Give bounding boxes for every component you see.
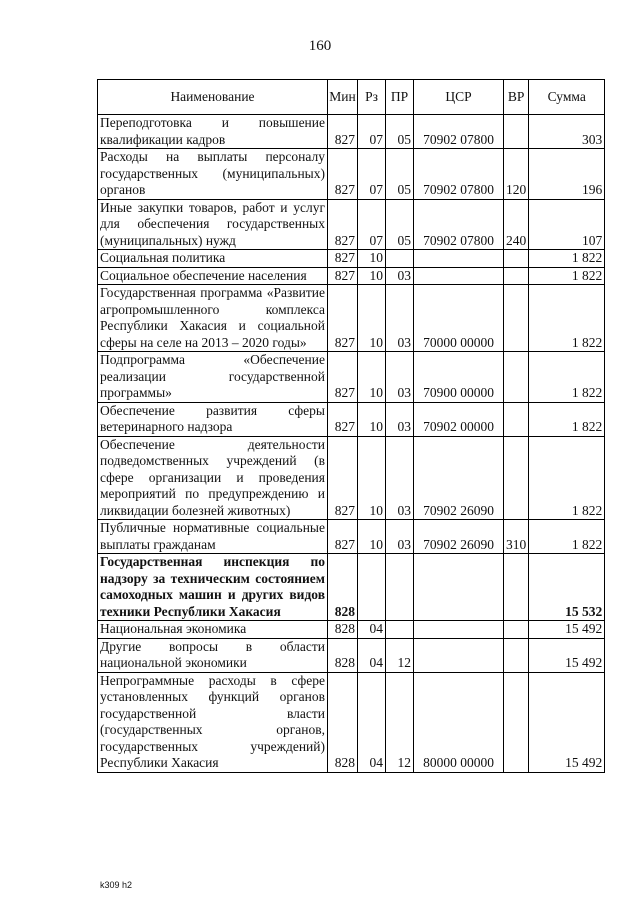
cell-pr: 05 (386, 199, 414, 250)
cell-sum: 1 822 (529, 267, 605, 285)
cell-pr: 03 (386, 267, 414, 285)
cell-rz: 04 (358, 638, 386, 672)
cell-pr: 05 (386, 115, 414, 149)
table-row (98, 621, 605, 639)
cell-sum: 1 822 (529, 520, 605, 554)
cell-sum: 1 822 (529, 285, 605, 352)
cell-vr: 310 (504, 520, 529, 554)
cell-min: 827 (328, 199, 358, 250)
cell-sum: 196 (529, 149, 605, 200)
table-row (98, 520, 605, 554)
header-sum: Сумма (529, 80, 605, 115)
table-row (98, 285, 605, 352)
cell-csr: 70000 00000 (414, 285, 504, 352)
cell-name: Подпрограмма «Обеспечение реализации государственной программы» (98, 352, 328, 403)
cell-vr (504, 115, 529, 149)
page-number: 160 (308, 38, 332, 54)
cell-name: Обеспечение деятельности подведомственных учреждений (в сфере организации и проведения мероприятий по предупреждению и ликвидации болезней животных) (98, 436, 328, 520)
cell-min: 827 (328, 267, 358, 285)
cell-sum: 1 822 (529, 402, 605, 436)
cell-csr (414, 621, 504, 639)
table-row (98, 250, 605, 268)
cell-rz: 10 (358, 250, 386, 268)
cell-pr (386, 621, 414, 639)
cell-min: 827 (328, 436, 358, 520)
cell-sum: 1 822 (529, 250, 605, 268)
cell-name: Национальная экономика (98, 621, 328, 639)
cell-csr (414, 638, 504, 672)
table-row (98, 554, 605, 621)
cell-vr (504, 285, 529, 352)
cell-name: Публичные нормативные социальные выплаты гражданам (98, 520, 328, 554)
cell-rz: 10 (358, 285, 386, 352)
cell-vr (504, 554, 529, 621)
budget-table (97, 79, 605, 773)
cell-min: 827 (328, 402, 358, 436)
cell-sum: 1 822 (529, 436, 605, 520)
cell-rz: 10 (358, 520, 386, 554)
cell-csr: 70902 26090 (414, 436, 504, 520)
cell-name: Иные закупки товаров, работ и услуг для обеспечения государственных (муниципальных) нужд (98, 199, 328, 250)
cell-name: Государственная инспекция по надзору за техническим состоянием самоходных машин и других видов техники Республики Хакасия (98, 554, 328, 621)
cell-vr: 240 (504, 199, 529, 250)
cell-vr (504, 621, 529, 639)
table-row (98, 672, 605, 772)
cell-pr: 03 (386, 436, 414, 520)
table-row (98, 352, 605, 403)
cell-min: 827 (328, 115, 358, 149)
cell-min: 828 (328, 554, 358, 621)
cell-pr: 12 (386, 638, 414, 672)
table-row (98, 149, 605, 200)
cell-rz: 04 (358, 672, 386, 772)
cell-rz: 10 (358, 436, 386, 520)
cell-vr (504, 402, 529, 436)
table-row (98, 402, 605, 436)
cell-sum: 15 492 (529, 672, 605, 772)
cell-vr (504, 352, 529, 403)
cell-name: Непрограммные расходы в сфере установленных функций органов государственной власти (государственных органов, государственных учреждений) Республики Хакасия (98, 672, 328, 772)
header-csr: ЦСР (414, 80, 504, 115)
table-row (98, 267, 605, 285)
cell-sum: 15 492 (529, 638, 605, 672)
cell-csr (414, 250, 504, 268)
cell-min: 827 (328, 149, 358, 200)
cell-vr (504, 672, 529, 772)
cell-pr (386, 250, 414, 268)
cell-rz: 10 (358, 267, 386, 285)
cell-pr: 05 (386, 149, 414, 200)
cell-rz: 07 (358, 199, 386, 250)
cell-csr (414, 267, 504, 285)
cell-name: Социальная политика (98, 250, 328, 268)
cell-sum: 1 822 (529, 352, 605, 403)
cell-csr: 70900 00000 (414, 352, 504, 403)
cell-name: Переподготовка и повышение квалификации кадров (98, 115, 328, 149)
table-row (98, 199, 605, 250)
cell-rz (358, 554, 386, 621)
table-row (98, 115, 605, 149)
cell-csr: 70902 07800 (414, 199, 504, 250)
cell-min: 828 (328, 638, 358, 672)
footer-code: k309 h2 (100, 880, 133, 890)
cell-pr: 03 (386, 402, 414, 436)
cell-sum: 15 492 (529, 621, 605, 639)
cell-csr: 70902 07800 (414, 115, 504, 149)
cell-name: Социальное обеспечение населения (98, 267, 328, 285)
table-row (98, 436, 605, 520)
cell-rz: 04 (358, 621, 386, 639)
cell-pr: 03 (386, 520, 414, 554)
cell-csr: 80000 00000 (414, 672, 504, 772)
header-rz: Рз (358, 80, 386, 115)
header-name: Наименование (98, 80, 328, 115)
header-min: Мин (328, 80, 358, 115)
cell-pr: 03 (386, 352, 414, 403)
cell-vr: 120 (504, 149, 529, 200)
cell-sum: 303 (529, 115, 605, 149)
cell-rz: 07 (358, 115, 386, 149)
cell-csr (414, 554, 504, 621)
header-vr: ВР (504, 80, 529, 115)
cell-min: 827 (328, 520, 358, 554)
cell-name: Государственная программа «Развитие агропромышленного комплекса Республики Хакасия и социальной сферы на селе на 2013 – 2020 годы» (98, 285, 328, 352)
cell-pr: 03 (386, 285, 414, 352)
cell-csr: 70902 00000 (414, 402, 504, 436)
cell-csr: 70902 26090 (414, 520, 504, 554)
cell-rz: 10 (358, 352, 386, 403)
cell-csr: 70902 07800 (414, 149, 504, 200)
cell-vr (504, 267, 529, 285)
cell-name: Другие вопросы в области национальной экономики (98, 638, 328, 672)
table-row (98, 638, 605, 672)
cell-min: 828 (328, 621, 358, 639)
table-header-row (98, 80, 605, 115)
cell-sum: 15 532 (529, 554, 605, 621)
cell-vr (504, 436, 529, 520)
cell-min: 828 (328, 672, 358, 772)
cell-rz: 07 (358, 149, 386, 200)
header-pr: ПР (386, 80, 414, 115)
cell-pr: 12 (386, 672, 414, 772)
cell-vr (504, 638, 529, 672)
cell-name: Расходы на выплаты персоналу государственных (муниципальных) органов (98, 149, 328, 200)
cell-sum: 107 (529, 199, 605, 250)
cell-min: 827 (328, 285, 358, 352)
cell-rz: 10 (358, 402, 386, 436)
cell-pr (386, 554, 414, 621)
cell-name: Обеспечение развития сферы ветеринарного надзора (98, 402, 328, 436)
cell-min: 827 (328, 250, 358, 268)
cell-vr (504, 250, 529, 268)
cell-min: 827 (328, 352, 358, 403)
